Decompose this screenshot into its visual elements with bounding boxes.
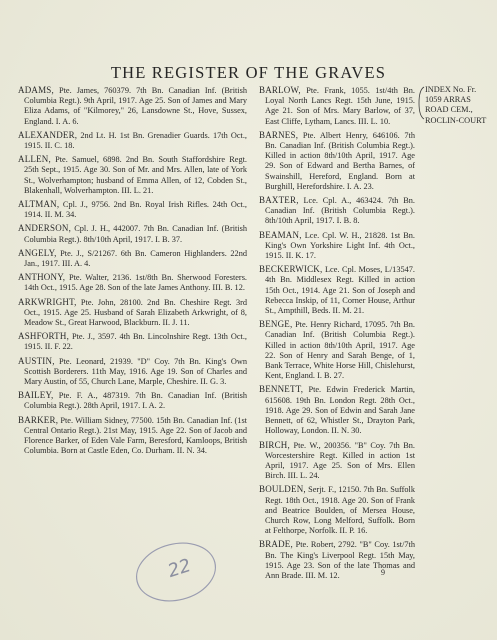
entry-details: Pte. J., S/21267. 6th Bn. Cameron Highlanders. 22nd Jan., 1917. III. A. 4. xyxy=(24,248,247,269)
page-number: 9 xyxy=(381,568,385,577)
right-column xyxy=(259,85,415,584)
entry-details: 2nd Lt. H. 1st Bn. Grenadier Guards. 17th Oct., 1915. II. C. 18. xyxy=(24,130,247,151)
entry-surname: AUSTIN, xyxy=(18,355,55,366)
entry-surname: BARKER, xyxy=(18,414,59,425)
entry-surname: BARNES, xyxy=(259,129,299,140)
entry-details: Lce. Cpl. Moses, L/13547. 4th Bn. Middlesex Regt. Killed in action 15th Oct., 1914. Age 21. Son of Joseph and Rebecca Inskip, of 11, Corner House, Arthur St., Ampthill, Beds. II. M. 21. xyxy=(265,265,415,316)
register-entry xyxy=(259,85,415,127)
register-entry xyxy=(259,195,415,227)
entry-details: Serjt. F., 12150. 7th Bn. Suffolk Regt. 18th Oct., 1918. Age 20. Son of Frank and Beatrice Boulden, of Mersea House, Church Row, Long Melford, Suffolk. Born at Felthorpe, Norfolk. II. P. 16. xyxy=(265,485,415,536)
entry-details: Pte. Walter, 2136. 1st/8th Bn. Sherwood Foresters. 14th Oct., 1915. Age 28. Son of the late James Anthony. III. B. 12. xyxy=(24,273,247,293)
cemetery-index: INDEX No. Fr. 1059 ARRAS ROAD CEM., ROCLIN-COURT xyxy=(425,85,487,125)
entry-details: Pte. Edwin Frederick Martin, 615608. 19th Bn. London Regt. 28th Oct., 1918. Age 29. Son of Edwin and Sarah Jane Bennett, of 62, Whistler St., Drayton Park, Holloway, London. II. N. 30. xyxy=(265,385,415,436)
register-entry xyxy=(259,384,415,436)
entry-details: Pte. W., 200356. "B" Coy. 7th Bn. Worcestershire Regt. Killed in action 1st April, 1917. Age 25. Son of Mrs. Ellen Birch. III. L. 24. xyxy=(265,440,416,481)
register-entry xyxy=(18,297,247,329)
entry-surname: ALLEN, xyxy=(18,154,51,165)
entry-details: Lce. Cpl. A., 463424. 7th Bn. Canadian Inf. (British Columbia Regt.). 8th/10th April, 1917. I. B. 8. xyxy=(265,196,415,226)
entry-surname: BENNETT, xyxy=(259,384,304,395)
page-title: THE REGISTER OF THE GRAVES xyxy=(110,63,387,82)
register-entry xyxy=(259,319,415,381)
register-entry xyxy=(18,85,247,127)
entry-surname: BENGE, xyxy=(259,319,293,330)
stamp-number: 22 xyxy=(165,554,194,583)
register-entry xyxy=(18,415,247,457)
entry-surname: BEAMAN, xyxy=(259,229,302,240)
register-entry xyxy=(18,248,247,269)
entry-surname: BAILEY, xyxy=(18,390,54,401)
entry-surname: ASHFORTH, xyxy=(18,331,70,342)
entry-surname: BIRCH, xyxy=(259,439,290,450)
entry-details: Pte. Robert, 2792. "B" Coy. 1st/7th Bn. The King's Liverpool Regt. 15th May, 1915. Age 23. Son of the late Thomas and Ann Brade. III. M. 12. xyxy=(265,540,416,580)
register-entry xyxy=(259,539,415,581)
register-entry xyxy=(259,264,415,316)
register-entry xyxy=(259,440,415,482)
entry-details: Pte. F. A., 487319. 7th Bn. Canadian Inf. (British Columbia Regt.). 28th April, 1917. I. A. 2. xyxy=(24,391,247,411)
entry-details: Pte. J., 3597. 4th Bn. Lincolnshire Regt. 13th Oct., 1915. II. F. 22. xyxy=(24,332,248,352)
entry-surname: ANTHONY, xyxy=(18,272,66,283)
entry-surname: BOULDEN, xyxy=(259,484,306,495)
entry-details: Pte. James, 760379. 7th Bn. Canadian Inf. (British Columbia Regt.). 9th April, 1917. Age 25. Son of James and Mary Eliza Adams, of "Kilmorey," 26, Lansdowne St., Hove, Sussex, England. I. A. 6. xyxy=(24,86,247,126)
entry-surname: BRADE, xyxy=(259,539,293,550)
entry-details: Pte. John, 28100. 2nd Bn. Cheshire Regt. 3rd Oct., 1915. Age 25. Husband of Sarah Elizabeth Arkwright, of 8, Meadow St., Great Harwood, Blackburn. II. J. 11. xyxy=(24,297,247,328)
entry-surname: BARLOW, xyxy=(259,85,301,95)
entry-surname: ARKWRIGHT, xyxy=(18,296,77,307)
register-entry xyxy=(18,272,247,293)
entry-details: Pte. William Sidney, 77500. 15th Bn. Canadian Inf. (1st Central Ontario Regt.). 21st May, 1915. Age 22. Son of Jacob and Florence Barker, of Eden Vale Farm, Beresford, Kamloops, British Columbia. Born at Castle Eden, Co. Durham. II. N. 34. xyxy=(24,415,247,456)
register-entry xyxy=(18,154,247,196)
left-column xyxy=(18,85,247,460)
entry-details: Pte. Albert Henry, 646106. 7th Bn. Canadian Inf. (British Columbia Regt.). Killed in action 8th/10th April, 1917. Age 29. Son of Edward and Bertha Barnes, of Swainshill, Hereford, England. Born at Burghill, Herefordshire. I. A. 23. xyxy=(265,130,415,191)
register-entry xyxy=(18,356,247,388)
register-entry xyxy=(18,199,247,220)
entry-details: Pte. Frank, 1055. 1st/4th Bn. Loyal North Lancs Regt. 15th June, 1915. Age 21. Son of Mrs. Mary Barlow, of 37, East Cliffe, Lytham, Lancs. III. L. 10. xyxy=(265,86,416,126)
entry-surname: ANGELY, xyxy=(18,247,57,258)
entry-surname: ADAMS, xyxy=(18,85,54,95)
register-entry xyxy=(18,130,247,151)
register-entry xyxy=(18,223,247,244)
entry-surname: ALTMAN, xyxy=(18,199,60,210)
register-entry xyxy=(259,230,415,262)
entry-details: Pte. Leonard, 21939. "D" Coy. 7th Bn. King's Own Scottish Borderers. 11th May, 1916. Age 19. Son of Charles and Mary Austin, of 55, Church Lane, Marple, Cheshire. II. G. 3. xyxy=(24,356,247,387)
entry-details: Cpl. J., 9756. 2nd Bn. Royal Irish Rifles. 24th Oct., 1914. II. M. 34. xyxy=(24,200,247,220)
entry-surname: ANDERSON, xyxy=(18,223,72,234)
register-entry xyxy=(259,484,415,536)
entry-details: Pte. Samuel, 6898. 2nd Bn. South Staffordshire Regt. 25th Sept., 1915. Age 30. Son of Mr. and Mrs. Allen, late of York St., Wolverhampton; husband of Emma Allen, of 12, Cobden St., Blakenhall, Wolverhampton. III. L. 21. xyxy=(24,155,247,195)
index-bracket xyxy=(417,86,425,120)
entry-details: Cpl. J. H., 442007. 7th Bn. Canadian Inf. (British Columbia Regt.). 8th/10th April, 1917. I. B. 37. xyxy=(24,224,247,244)
register-entry xyxy=(18,390,247,411)
entry-surname: BAXTER, xyxy=(259,195,299,206)
register-entry xyxy=(18,331,247,352)
entry-surname: BECKERWICK, xyxy=(259,264,323,275)
entry-details: Pte. Henry Richard, 17095. 7th Bn. Canadian Inf. (British Columbia Regt.). Killed in action 8th/10th April, 1917. Age 22. Son of Henry and Sarah Benge, of 1, Bank Terrace, White Horse Hill, Chislehurst, Kent, England. I. B. 27. xyxy=(265,320,416,381)
register-entry xyxy=(259,130,415,192)
entry-details: Lce. Cpl. W. H., 21828. 1st Bn. King's Own Yorkshire Light Inf. 4th Oct., 1915. II. K. 17. xyxy=(265,230,416,261)
entry-surname: ALEXANDER, xyxy=(18,129,78,140)
